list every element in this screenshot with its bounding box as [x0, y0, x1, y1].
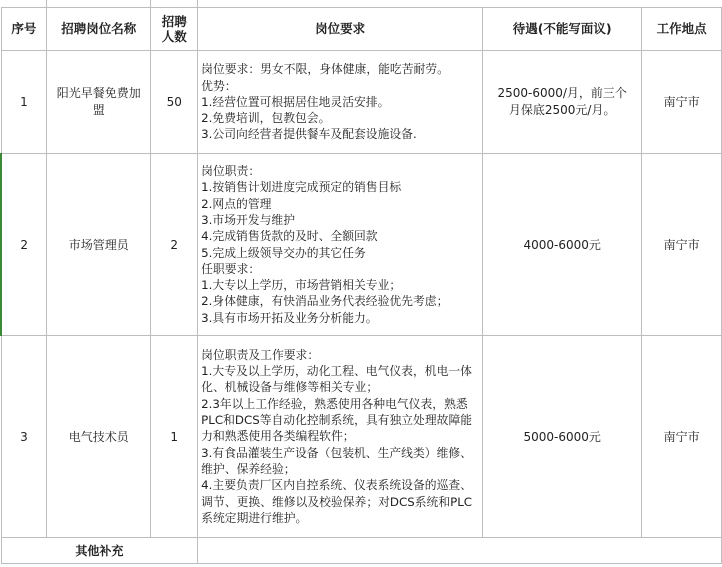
header-requirements: 岗位要求: [198, 8, 483, 51]
footer-row: [1, 538, 722, 564]
recruitment-table: [0, 7, 722, 564]
cell-requirements: [198, 336, 483, 538]
header-no: 序号: [1, 8, 47, 51]
cell-location: 南宁市: [642, 51, 722, 154]
cell-count: 1: [151, 336, 198, 538]
footer-label: 其他补充: [1, 538, 198, 564]
cell-position-name: [47, 51, 151, 154]
req-line: 1.经营位置可根据居住地灵活安排。: [201, 94, 390, 109]
req-line: 1.大专以上学历，市场营销相关专业；: [201, 278, 402, 293]
header-count-text: 招聘人数: [161, 14, 187, 44]
header-location: 工作地点: [642, 8, 722, 51]
cell-no: 3: [1, 336, 47, 538]
cell-requirements: [198, 154, 483, 336]
cell-count: 2: [151, 154, 198, 336]
cell-no: 1: [1, 51, 47, 154]
footer-value: [198, 538, 722, 564]
req-line: 2.免费培训，包教包会。: [201, 111, 331, 126]
pay-text: 2500-6000/月，前三个月保底2500元/月。: [497, 86, 627, 117]
cell-pay: 5000-6000元: [482, 336, 641, 538]
cell-location: 南宁市: [642, 154, 722, 336]
cell-count: 50: [151, 51, 198, 154]
req-line: 2.身体健康，有快消品业务代表经验优先考虑；: [201, 294, 449, 309]
sheet-top-edge: [0, 0, 722, 7]
req-line: 岗位职责：: [201, 164, 261, 179]
table-row: [1, 154, 722, 336]
table-row: [1, 51, 722, 154]
req-line: 3.市场开发与维护: [201, 212, 296, 227]
cell-requirements: [198, 51, 483, 154]
req-line: 3.公司向经营者提供餐车及配套设施设备.: [201, 127, 417, 142]
cell-location: 南宁市: [642, 336, 722, 538]
req-line: 4.主要负责厂区内自控系统、仪表系统设备的巡查、调节、更换、维修以及校验保养；对DCS系统和PLC系统定期进行维护。: [201, 478, 473, 525]
cell-no: 2: [1, 154, 47, 336]
req-line: 优势：: [201, 78, 237, 93]
req-line: 2.3年以上工作经验，熟悉使用各种电气仪表，熟悉PLC和DCS等自动化控制系统，具有独立处理故障能力和熟悉使用各类编程软件；: [201, 396, 473, 444]
req-line: 岗位职责及工作要求：: [201, 347, 320, 362]
req-line: 4.完成销售货款的及时、全额回款: [201, 229, 378, 244]
req-line: 2.网点的管理: [201, 196, 272, 211]
req-line: 任职要求：: [201, 261, 261, 276]
table-row: [1, 336, 722, 538]
req-line: 5.完成上级领导交办的其它任务: [201, 245, 366, 260]
header-count: [151, 8, 198, 51]
header-position-name: 招聘岗位名称: [47, 8, 151, 51]
req-line: 岗位要求：男女不限，身体健康，能吃苦耐劳。: [201, 62, 449, 77]
header-pay: 待遇(不能写面议): [482, 8, 641, 51]
cell-position-name: 电气技术员: [47, 336, 151, 538]
header-row: [1, 8, 722, 51]
cell-position-name: 市场管理员: [47, 154, 151, 336]
req-line: 1.大专及以上学历，动化工程、电气仪表，机电一体化、机械设备与维修等相关专业；: [201, 364, 472, 395]
req-line: 3.有食品灌装生产设备（包装机、生产线类）维修、维护、保养经验；: [201, 445, 472, 476]
cell-pay: [482, 51, 641, 154]
cell-pay: 4000-6000元: [482, 154, 641, 336]
req-line: 1.按销售计划进度完成预定的销售目标: [201, 180, 402, 195]
req-line: 3.具有市场开拓及业务分析能力。: [201, 310, 378, 325]
position-name-text: 阳光早餐免费加盟: [56, 86, 141, 117]
